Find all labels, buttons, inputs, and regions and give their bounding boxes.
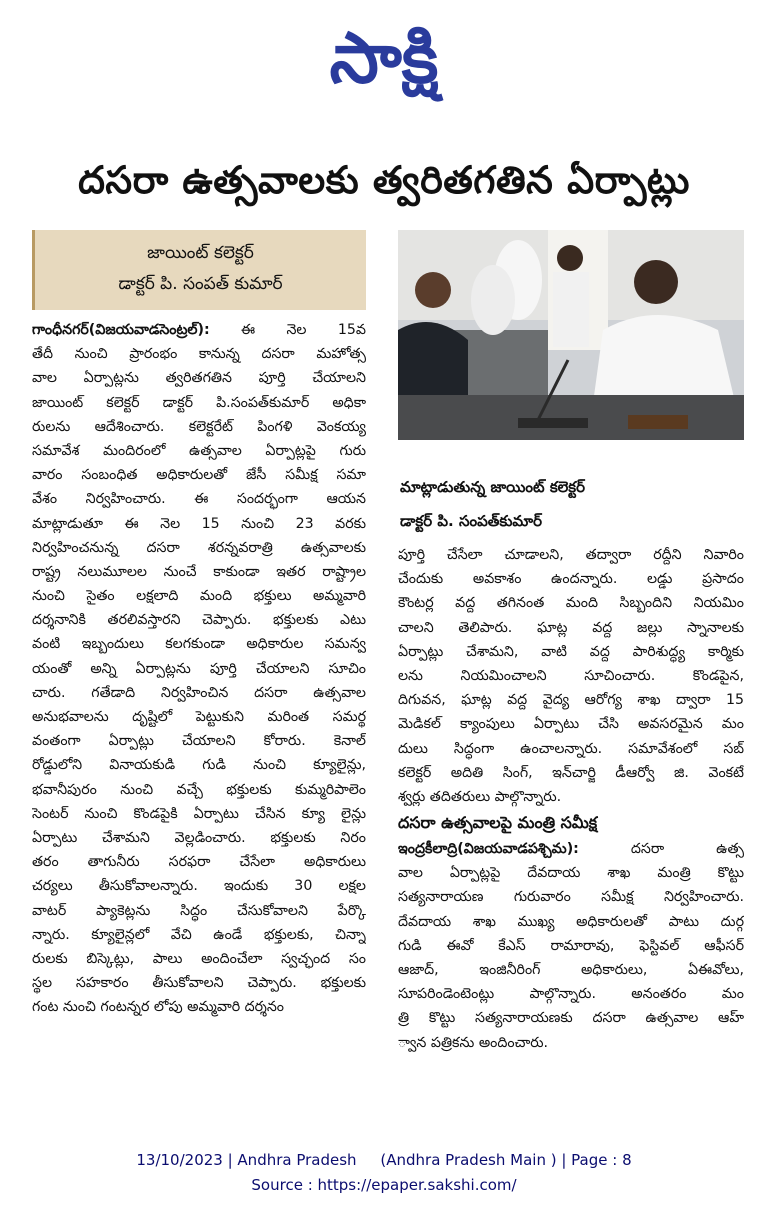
article-line: త్రి కొట్టు సత్యనారాయణకు దసరా ఉత్సవాల ఆహ్ bbox=[398, 1010, 744, 1027]
footer-source-link[interactable]: Source : https://epaper.sakshi.com/ bbox=[251, 1176, 517, 1194]
article-line: కౌంటర్ల వద్ద తగినంత మంది సిబ్బందిని నియమిం bbox=[398, 595, 744, 612]
article-line: తేదీ నుంచి ప్రారంభం కానున్న దసరా మహోత్స bbox=[32, 346, 366, 363]
article-line: వాల ఏర్పాట్లను త్వరితగతిన పూర్తి చేయాలని bbox=[32, 370, 366, 387]
dateline: గాంధీనగర్(విజయవాడసెంట్రల్): bbox=[32, 322, 210, 338]
article-line: ఏర్పాటు చేశామని వెల్లడించారు. భక్తులకు నిరం bbox=[32, 829, 366, 846]
article-line: దర్శనానికి తరలివస్తారని చెప్పారు. భక్తులకు ఎటు bbox=[32, 612, 366, 629]
article-line: రోడ్డులోని వినాయకుడి గుడి నుంచి క్యూలైన్లు, bbox=[32, 757, 366, 774]
article-column-right bbox=[398, 543, 744, 1055]
article-line: చర్యలు తీసుకోవాలన్నారు. ఇందుకు 30 లక్షల bbox=[32, 878, 366, 895]
article-line: చాలని తెలిపారు. ఘాట్ల వద్ద జల్లు స్నానాలకు bbox=[398, 619, 744, 636]
article-line: సూపరిండెంటెంట్లు పాల్గొన్నారు. అనంతరం మం bbox=[398, 986, 744, 1003]
headline: దసరా ఉత్సవాలకు త్వరితగతిన ఏర్పాట్లు bbox=[78, 158, 690, 202]
article-line: వేశం నిర్వహించారు. ఈ సందర్భంగా ఆయన bbox=[32, 491, 366, 508]
article-line: ఏర్పాట్లు చేశామని, వాటి వద్ద పారిశుద్ధ్య కార్మికు bbox=[398, 643, 744, 660]
masthead bbox=[0, 4, 768, 112]
article-column-left bbox=[32, 318, 366, 1019]
article-line: వాటర్ ప్యాకెట్లను సిద్ధం చేసుకోవాలని పేర్కొ bbox=[32, 902, 366, 919]
article-line: సత్యనారాయణ గురువారం సమీక్ష నిర్వహించారు. bbox=[398, 889, 744, 906]
article-line: వాల ఏర్పాట్లపై దేవదాయ శాఖ మంత్రి కొట్టు bbox=[398, 865, 744, 882]
caption-line-1: మాట్లాడుతున్న జాయింట్ కలెక్టర్ bbox=[400, 478, 586, 496]
article-line: దేవదాయ శాఖ ముఖ్య అధికారులతో పాటు దుర్గ bbox=[398, 913, 744, 930]
article-line: నిర్వహించనున్న దసరా శరన్నవరాత్రి ఉత్సవాలకు bbox=[32, 539, 366, 556]
article-line: న్నారు. క్యూలైన్లలో వేచి ఉండే భక్తులకు, చిన్నా bbox=[32, 926, 366, 943]
article-line: మెడికల్ క్యాంపులు ఏర్పాటు చేసి అవసరమైన మం bbox=[398, 716, 744, 733]
article-line: మాట్లాడుతూ ఈ నెల 15 నుంచి 23 వరకు bbox=[32, 515, 366, 532]
subheading: దసరా ఉత్సవాలపై మంత్రి సమీక్ష bbox=[398, 813, 598, 833]
article-line: గుడి ఈవో కేఎస్ రామారావు, ఫెస్టివల్ ఆఫీసర్ bbox=[398, 937, 744, 954]
article-line: రులకు బిస్కెట్లు, పాలు అందించేలా స్వచ్ఛంద సం bbox=[32, 950, 366, 967]
article-line: వంతంగా ఏర్పాట్లు చేయాలని కోరారు. కెనాల్ bbox=[32, 733, 366, 750]
byline-title: జాయింట్ కలెక్టర్ bbox=[147, 243, 254, 263]
article-line: రాష్ట్ర నలుమూలల నుంచే కాకుండా ఇతర రాష్ట్రాల bbox=[32, 563, 366, 580]
sakshi-logo bbox=[284, 4, 484, 108]
article-line: చేందుకు అవకాశం ఉందన్నారు. లడ్డు ప్రసాదం bbox=[398, 571, 744, 588]
article-line: స్థల సహకారం తీసుకోవాలని చెప్పారు. భక్తులకు bbox=[32, 975, 366, 992]
article-line: ్వాన పత్రికను అందించారు. bbox=[398, 1034, 549, 1051]
logo-wordmark: సాక్షి bbox=[329, 17, 439, 99]
article-line bbox=[398, 837, 744, 861]
byline-box bbox=[32, 230, 366, 310]
article-line: భవానీపురం నుంచి వచ్చే భక్తులకు కుమ్మరిపాలెం bbox=[32, 781, 366, 798]
article-line: దులు సిద్ధంగా ఉంచాలన్నారు. సమావేశంలో సబ్ bbox=[398, 740, 744, 757]
dateline-2: ఇంద్రకీలాద్రి(విజయవాడపశ్చిమ): bbox=[398, 841, 579, 858]
article-line: పూర్తి చేసేలా చూడాలని, తద్వారా రద్దీని నివారిం bbox=[398, 547, 744, 563]
article-line: వంటి ఇబ్బందులు కలగకుండా అధికారుల సమన్వ bbox=[32, 636, 366, 653]
article-line: సమావేశ మందిరంలో ఉత్సవాల ఏర్పాట్లపై గురు bbox=[32, 442, 366, 459]
article-line: తరం తాగునీరు సరఫరా చేసేలా అధికారులు bbox=[32, 854, 366, 871]
article-line: అనుభవాలను దృష్టిలో పెట్టుకుని మరింత సమర్థ bbox=[32, 709, 366, 725]
article-line: గంట నుంచి గంటన్నర లోపు అమ్మవారి దర్శనం bbox=[32, 999, 285, 1016]
article-line: లను నియమించాలని సూచించారు. కొండపైన, bbox=[398, 667, 744, 684]
byline-name: డాక్టర్ పి. సంపత్ కుమార్ bbox=[118, 274, 283, 294]
meeting-photo bbox=[398, 230, 744, 440]
article-line: కలెక్టర్ అదితి సింగ్, ఇన్‌చార్జి డీఆర్వో జి. వెంకటే bbox=[398, 764, 744, 781]
article-line: రులను ఆదేశించారు. కలెక్టరేట్ పింగళి వెంకయ్య bbox=[32, 418, 366, 435]
news-photo bbox=[398, 230, 744, 440]
article-line: యంతో అన్ని ఏర్పాట్లను పూర్తి చేయాలని సూచిం bbox=[32, 660, 366, 677]
article-line: జాయింట్ కలెక్టర్ డాక్టర్ పి.సంపత్‌కుమార్ అధికా bbox=[32, 394, 366, 411]
article-line: చారు. గతేడాది నిర్వహించిన దసరా ఉత్సవాల bbox=[32, 684, 366, 701]
article-line-text: ఈ నెల 15వ bbox=[241, 322, 366, 338]
article-line bbox=[32, 318, 366, 342]
article-line: సెంటర్ నుంచి కొండపైకి ఏర్పాటు చేసిన క్యూ లైన్లు bbox=[32, 805, 366, 822]
article-line: శ్వర్లు తదితరులు పాల్గొన్నారు. bbox=[398, 788, 562, 805]
article-line: దిగువన, ఘాట్ల వద్ద వైద్య ఆరోగ్య శాఖ ద్వారా 15 bbox=[398, 692, 744, 709]
footer-edition-info: 13/10/2023 | Andhra Pradesh (Andhra Pradesh Main ) | Page : 8 bbox=[136, 1151, 632, 1169]
article-line: నుంచి సైతం లక్షలాది మంది భక్తులు అమ్మవారి bbox=[32, 588, 366, 605]
article-line: వారం సంబంధిత అధికారులతో జేసీ సమీక్ష సమా bbox=[32, 467, 366, 484]
article-line: ఆజాద్, ఇంజినీరింగ్ అధికారులు, ఏఈవోలు, bbox=[398, 962, 744, 978]
caption-line-2: డాక్టర్ పి. సంపత్‌కుమార్ bbox=[400, 512, 543, 530]
photo-caption bbox=[400, 470, 744, 540]
page-footer bbox=[0, 1148, 768, 1198]
article-line-text: దసరా ఉత్స bbox=[630, 841, 744, 858]
